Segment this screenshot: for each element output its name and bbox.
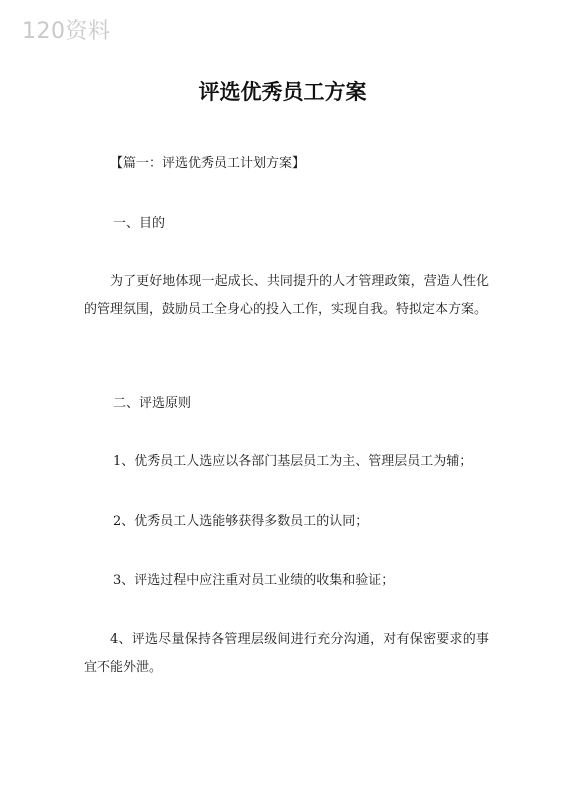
principle-item-2: 2、优秀员工人选能够获得多数员工的认同； (113, 514, 369, 529)
purpose-paragraph: 为了更好地体现一起成长、共同提升的人才管理政策，营造人性化的管理氛围，鼓励员工全身心的投入工作，实现自我。特拟定本方案。 (84, 274, 489, 317)
document-title: 评选优秀员工方案 (198, 80, 367, 104)
principle-item-1: 1、优秀员工人选应以各部门基层员工为主、管理层员工为辅； (113, 454, 473, 469)
watermark-logo: 120资料 (22, 19, 111, 44)
principle-item-4: 4、评选尽量保持各管理层级间进行充分沟通，对有保密要求的事宜不能外泄。 (84, 632, 489, 675)
principle-item-3: 3、评选过程中应注重对员工业绩的收集和验证； (113, 573, 395, 588)
section-heading-principles: 二、评选原则 (113, 396, 192, 411)
section-heading-purpose: 一、目的 (113, 216, 166, 231)
chapter-heading: 【篇一：评选优秀员工计划方案】 (110, 156, 306, 171)
